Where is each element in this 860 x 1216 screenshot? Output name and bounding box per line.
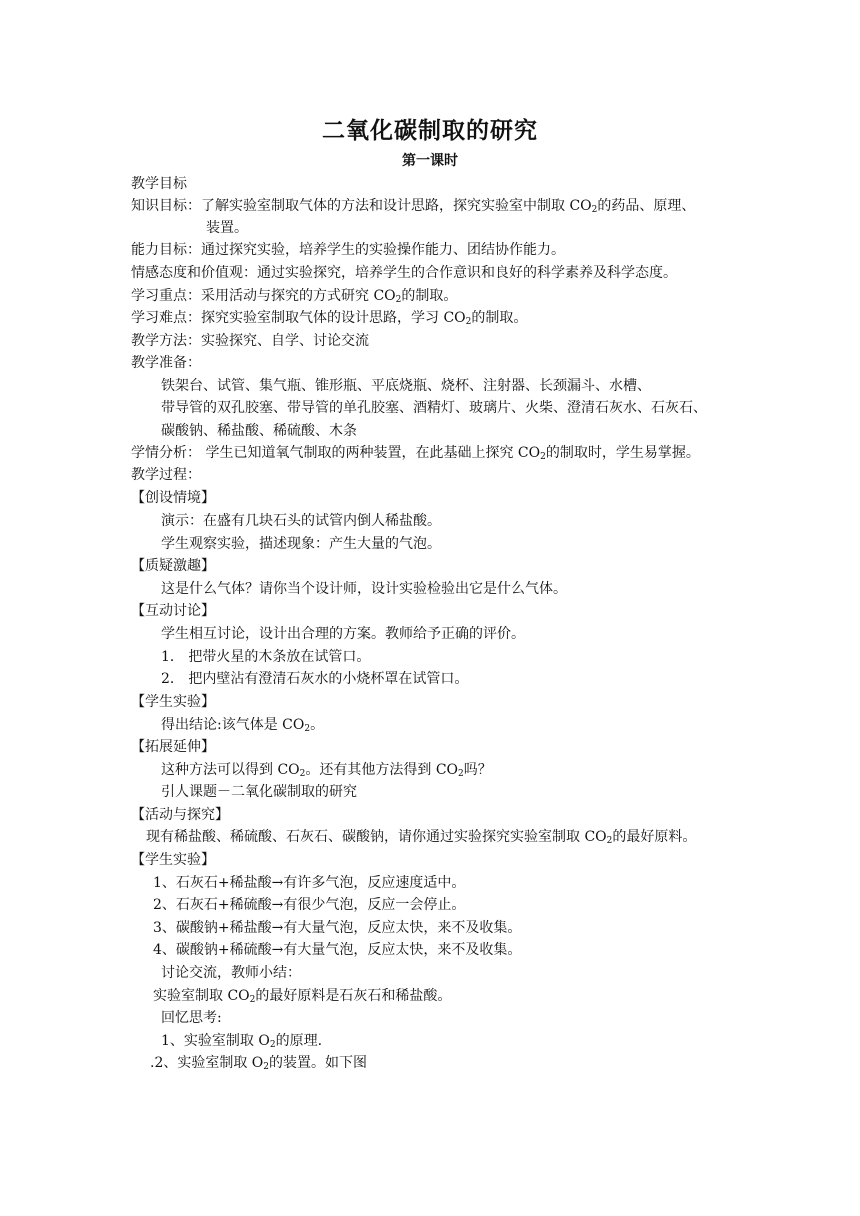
prep-heading: 教学准备： [131,355,201,371]
recall-item: 1、实验室制取 $O_2$的原理. [161,1033,323,1050]
process-heading: 教学过程： [131,467,201,483]
recall-line: 回忆思考: [161,1010,222,1026]
section-heading: 【活动与探究】 [131,807,229,823]
emotion-goal: 情感态度和价值观：通过实验探究，培养学生的合作意识和良好的科学素养及科学态度。 [131,265,677,281]
numbered-item: 2． 把内壁沾有澄清石灰水的小烧杯罩在试管口。 [161,671,469,687]
section-heading: 【质疑激趣】 [131,558,215,574]
prep-item: 带导管的双孔胶塞、带导管的单孔胶塞、酒精灯、玻璃片、火柴、澄清石灰水、石灰石、 [161,400,707,416]
prep-item: 铁架台、试管、集气瓶、锥形瓶、平底烧瓶、烧杯、注射器、长颈漏斗、水槽、 [161,378,651,394]
goals-heading: 教学目标 [131,176,187,192]
summary-line: 讨论交流，教师小结： [161,965,301,981]
key-point: 学习重点：采用活动与探究的方式研究 $CO_2$的制取。 [131,288,458,305]
experiment-item: 3、碳酸钠+稀盐酸→有大量气泡，反应太快，来不及收集。 [153,920,522,936]
section-heading: 【学生实验】 [131,852,215,868]
document-title: 二氧化碳制取的研究 [322,117,538,144]
experiment-item: 2、石灰石+稀硫酸→有很少气泡，反应一会停止。 [153,897,466,913]
section-line: 得出结论:该气体是 $CO_2$。 [161,717,325,734]
teaching-methods: 教学方法：实验探究、自学、讨论交流 [131,333,369,349]
knowledge-goal: 知识目标：了解实验室制取气体的方法和设计思路，探究实验室中制取 $CO_2$的药品、原理、 [131,198,696,215]
ability-goal: 能力目标：通过探究实验，培养学生的实验操作能力、团结协作能力。 [131,242,565,258]
section-line: 引人课题－二氧化碳制取的研究 [161,784,357,800]
difficulty: 学习难点：探究实验室制取气体的设计思路，学习 $CO_2$的制取。 [131,310,528,327]
section-heading: 【学生实验】 [131,694,215,710]
conclusion-line: 实验室制取 $CO_2$的最好原料是石灰石和稀盐酸。 [153,988,452,1005]
section-line: 这种方法可以得到 $CO_2$。还有其他方法得到 $CO_2$吗？ [161,762,492,779]
knowledge-goal-continued: 装置。 [206,220,248,236]
section-heading: 【创设情境】 [131,490,215,506]
section-heading: 【互动讨论】 [131,603,215,619]
prep-item: 碳酸钠、稀盐酸、稀硫酸、木条 [161,423,357,439]
section-line: 演示：在盛有几块石头的试管内倒人稀盐酸。 [161,513,441,529]
section-line: 学生观察实验，描述现象：产生大量的气泡。 [161,536,441,552]
section-line: 这是什么气体？请你当个设计师，设计实验检验出它是什么气体。 [161,581,567,597]
numbered-item: 1． 把带火星的木条放在试管口。 [161,649,371,665]
section-heading: 【拓展延伸】 [131,739,215,755]
section-line: 现有稀盐酸、稀硫酸、石灰石、碳酸钠，请你通过实验探究实验室制取 $CO_2$的最好原料。 [146,829,697,846]
experiment-item: 1、石灰石+稀盐酸→有许多气泡，反应速度适中。 [153,875,466,891]
recall-item: .2、实验室制取 $O_2$的装置。如下图 [150,1055,368,1072]
student-analysis: 学情分析： 学生已知道氧气制取的两种装置，在此基础上探究 $CO_2$的制取时，学生易掌握。 [131,445,700,462]
experiment-item: 4、碳酸钠+稀硫酸→有大量气泡，反应太快，来不及收集。 [153,942,522,958]
lesson-subtitle: 第一课时 [402,153,458,169]
section-line: 学生相互讨论，设计出合理的方案。教师给予正确的评价。 [161,626,525,642]
